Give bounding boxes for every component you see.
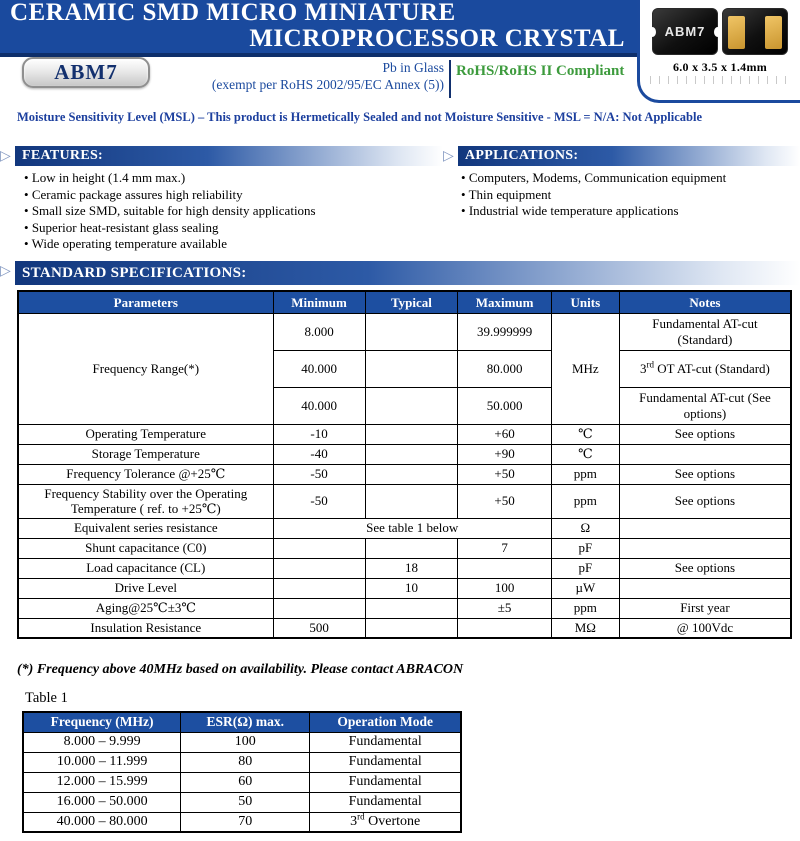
spec-param: Frequency Tolerance @+25℃ xyxy=(18,464,273,484)
spec-param: Operating Temperature xyxy=(18,424,273,444)
spec-units: ℃ xyxy=(551,444,619,464)
list-item: • Computers, Modems, Communication equipment xyxy=(461,170,800,187)
applications-header xyxy=(443,146,800,166)
title-band xyxy=(0,0,637,57)
esr-cell: 100 xyxy=(181,732,310,752)
freq-range-cell: 12.000 – 15.999 xyxy=(23,772,181,792)
table-row xyxy=(18,558,791,578)
spec-note: Fundamental AT-cut (See options) xyxy=(619,387,791,424)
model-badge-label: ABM7 xyxy=(54,60,118,84)
msl-note: Moisture Sensitivity Level (MSL) – This product is Hermetically Sealed and not Moisture Sensitive - MSL = N/A: Not Applicable xyxy=(17,110,703,124)
list-item: • Thin equipment xyxy=(461,187,800,204)
spec-max: +50 xyxy=(458,484,552,518)
table-row xyxy=(18,538,791,558)
spec-max: +90 xyxy=(458,444,552,464)
esr-cell: 50 xyxy=(181,792,310,812)
spec-merged-value: See table 1 below xyxy=(273,518,551,538)
model-badge xyxy=(22,57,150,88)
page-title-line2: MICROPROCESSOR CRYSTAL xyxy=(249,25,625,52)
package-dimensions: 6.0 x 3.5 x 1.4mm xyxy=(672,60,768,74)
ruler-ticks xyxy=(650,76,790,84)
freq-range-cell: 10.000 – 11.999 xyxy=(23,752,181,772)
table-row xyxy=(23,812,461,832)
spec-param: Insulation Resistance xyxy=(18,618,273,638)
spec-max: 39.999999 xyxy=(458,313,552,350)
spec-min xyxy=(273,578,365,598)
spec-units: ℃ xyxy=(551,424,619,444)
spec-typ xyxy=(365,444,458,464)
solder-pad-right xyxy=(765,16,782,49)
spec-min: -50 xyxy=(273,464,365,484)
pb-exemption-note xyxy=(180,59,444,93)
column-header: ESR(Ω) max. xyxy=(181,712,310,732)
table-row xyxy=(23,772,461,792)
features-title: FEATURES: xyxy=(15,146,443,166)
spec-units: ppm xyxy=(551,464,619,484)
spec-min: -50 xyxy=(273,484,365,518)
table-row xyxy=(18,464,791,484)
spec-min: 40.000 xyxy=(273,350,365,387)
triangle-bullet-icon: ▷ xyxy=(0,263,11,279)
spec-max: +60 xyxy=(458,424,552,444)
spec-typ xyxy=(365,424,458,444)
freq-range-cell: 16.000 – 50.000 xyxy=(23,792,181,812)
list-item: • Low in height (1.4 mm max.) xyxy=(24,170,443,187)
product-photos xyxy=(640,8,800,55)
specifications-title: STANDARD SPECIFICATIONS: xyxy=(15,261,800,285)
esr-cell: 80 xyxy=(181,752,310,772)
table-header-row xyxy=(18,291,791,313)
column-header: Maximum xyxy=(458,291,552,313)
spec-param: Frequency Range(*) xyxy=(18,313,273,424)
spec-typ: 18 xyxy=(365,558,458,578)
spec-units: ppm xyxy=(551,484,619,518)
spec-min: -10 xyxy=(273,424,365,444)
spec-min xyxy=(273,538,365,558)
mode-text: Overtone xyxy=(364,813,421,829)
list-item: • Superior heat-resistant glass sealing xyxy=(24,220,443,237)
freq-range-cell: 8.000 – 9.999 xyxy=(23,732,181,752)
spec-max: 7 xyxy=(458,538,552,558)
column-header: Minimum xyxy=(273,291,365,313)
spec-typ xyxy=(365,618,458,638)
column-header: Parameters xyxy=(18,291,273,313)
spec-units: MHz xyxy=(551,313,619,424)
spec-typ xyxy=(365,350,458,387)
table-row xyxy=(23,732,461,752)
spec-typ xyxy=(365,484,458,518)
specifications-header xyxy=(0,261,800,285)
crystal-bottom-view-image xyxy=(722,8,788,55)
spec-note: First year xyxy=(619,598,791,618)
spec-param: Shunt capacitance (C0) xyxy=(18,538,273,558)
spec-note xyxy=(619,350,791,387)
mode-cell: Fundamental xyxy=(310,772,461,792)
spec-units: pF xyxy=(551,538,619,558)
spec-param: Aging@25℃±3℃ xyxy=(18,598,273,618)
table-row xyxy=(23,752,461,772)
table-row xyxy=(18,618,791,638)
table-row xyxy=(18,578,791,598)
spec-note xyxy=(619,538,791,558)
spec-units: ppm xyxy=(551,598,619,618)
spec-units: µW xyxy=(551,578,619,598)
availability-footnote: (*) Frequency above 40MHz based on availability. Please contact ABRACON xyxy=(17,662,464,677)
esr-table xyxy=(22,711,462,833)
spec-param: Frequency Stability over the Operating Temperature ( ref. to +25℃) xyxy=(18,484,273,518)
column-header: Frequency (MHz) xyxy=(23,712,181,732)
pb-note-line1: Pb in Glass xyxy=(382,60,444,75)
column-header: Typical xyxy=(365,291,458,313)
spec-max xyxy=(458,558,552,578)
spec-note: See options xyxy=(619,484,791,518)
spec-note: See options xyxy=(619,464,791,484)
spec-typ xyxy=(365,313,458,350)
table-row xyxy=(18,424,791,444)
spec-max: 80.000 xyxy=(458,350,552,387)
note-superscript: rd xyxy=(646,359,654,370)
mode-cell: Fundamental xyxy=(310,732,461,752)
spec-typ xyxy=(365,387,458,424)
spec-units: pF xyxy=(551,558,619,578)
spec-param: Equivalent series resistance xyxy=(18,518,273,538)
list-item: • Small size SMD, suitable for high density applications xyxy=(24,203,443,220)
specifications-table xyxy=(17,290,792,639)
spec-units: MΩ xyxy=(551,618,619,638)
spec-min: 40.000 xyxy=(273,387,365,424)
spec-units: Ω xyxy=(551,518,619,538)
table-row xyxy=(18,518,791,538)
triangle-bullet-icon: ▷ xyxy=(443,148,454,164)
list-item: • Ceramic package assures high reliability xyxy=(24,187,443,204)
spec-param: Storage Temperature xyxy=(18,444,273,464)
solder-pad-left xyxy=(728,16,745,49)
note-text: OT AT-cut (Standard) xyxy=(653,360,770,376)
spec-typ xyxy=(365,538,458,558)
features-section xyxy=(0,146,443,253)
crystal-top-view-image xyxy=(652,8,718,55)
spec-param: Drive Level xyxy=(18,578,273,598)
column-header: Units xyxy=(551,291,619,313)
table-header-row xyxy=(23,712,461,732)
product-photo-box xyxy=(637,0,800,103)
list-item: • Wide operating temperature available xyxy=(24,236,443,253)
page-title-line1: CERAMIC SMD MICRO MINIATURE xyxy=(10,0,456,26)
spec-note xyxy=(619,578,791,598)
spec-typ: 10 xyxy=(365,578,458,598)
triangle-bullet-icon: ▷ xyxy=(0,148,11,164)
spec-min xyxy=(273,598,365,618)
mode-cell: Fundamental xyxy=(310,752,461,772)
spec-min xyxy=(273,558,365,578)
applications-section xyxy=(443,146,800,253)
spec-min: 8.000 xyxy=(273,313,365,350)
table-row xyxy=(18,313,791,350)
spec-max xyxy=(458,618,552,638)
table-row xyxy=(18,598,791,618)
table-row xyxy=(18,484,791,518)
applications-list xyxy=(461,170,800,220)
spec-max: 100 xyxy=(458,578,552,598)
mode-text: 3 xyxy=(350,813,358,829)
spec-max: 50.000 xyxy=(458,387,552,424)
table-row xyxy=(18,444,791,464)
esr-cell: 60 xyxy=(181,772,310,792)
features-header xyxy=(0,146,443,166)
features-applications-row xyxy=(0,146,800,253)
note-text: 3 xyxy=(639,360,647,376)
features-list xyxy=(24,170,443,253)
spec-param: Load capacitance (CL) xyxy=(18,558,273,578)
list-item: • Industrial wide temperature applications xyxy=(461,203,800,220)
column-header: Notes xyxy=(619,291,791,313)
spec-min: -40 xyxy=(273,444,365,464)
spec-max: +50 xyxy=(458,464,552,484)
column-header: Operation Mode xyxy=(310,712,461,732)
table-row xyxy=(23,792,461,812)
table1-label: Table 1 xyxy=(25,690,68,706)
applications-title: APPLICATIONS: xyxy=(458,146,800,166)
spec-note xyxy=(619,518,791,538)
spec-note xyxy=(619,444,791,464)
pb-note-line2: (exempt per RoHS 2002/95/EC Annex (5)) xyxy=(211,77,444,92)
spec-typ xyxy=(365,464,458,484)
vertical-divider xyxy=(449,60,451,98)
mode-cell xyxy=(310,812,461,832)
spec-note: See options xyxy=(619,558,791,578)
rohs-compliance-label: RoHS/RoHS II Compliant xyxy=(456,63,625,79)
spec-note: See options xyxy=(619,424,791,444)
spec-note: @ 100Vdc xyxy=(619,618,791,638)
spec-min: 500 xyxy=(273,618,365,638)
mode-cell: Fundamental xyxy=(310,792,461,812)
spec-max: ±5 xyxy=(458,598,552,618)
mode-superscript: rd xyxy=(357,811,365,822)
freq-range-cell: 40.000 – 80.000 xyxy=(23,812,181,832)
spec-note: Fundamental AT-cut (Standard) xyxy=(619,313,791,350)
spec-typ xyxy=(365,598,458,618)
crystal-marking-label: ABM7 xyxy=(664,24,706,39)
esr-cell: 70 xyxy=(181,812,310,832)
